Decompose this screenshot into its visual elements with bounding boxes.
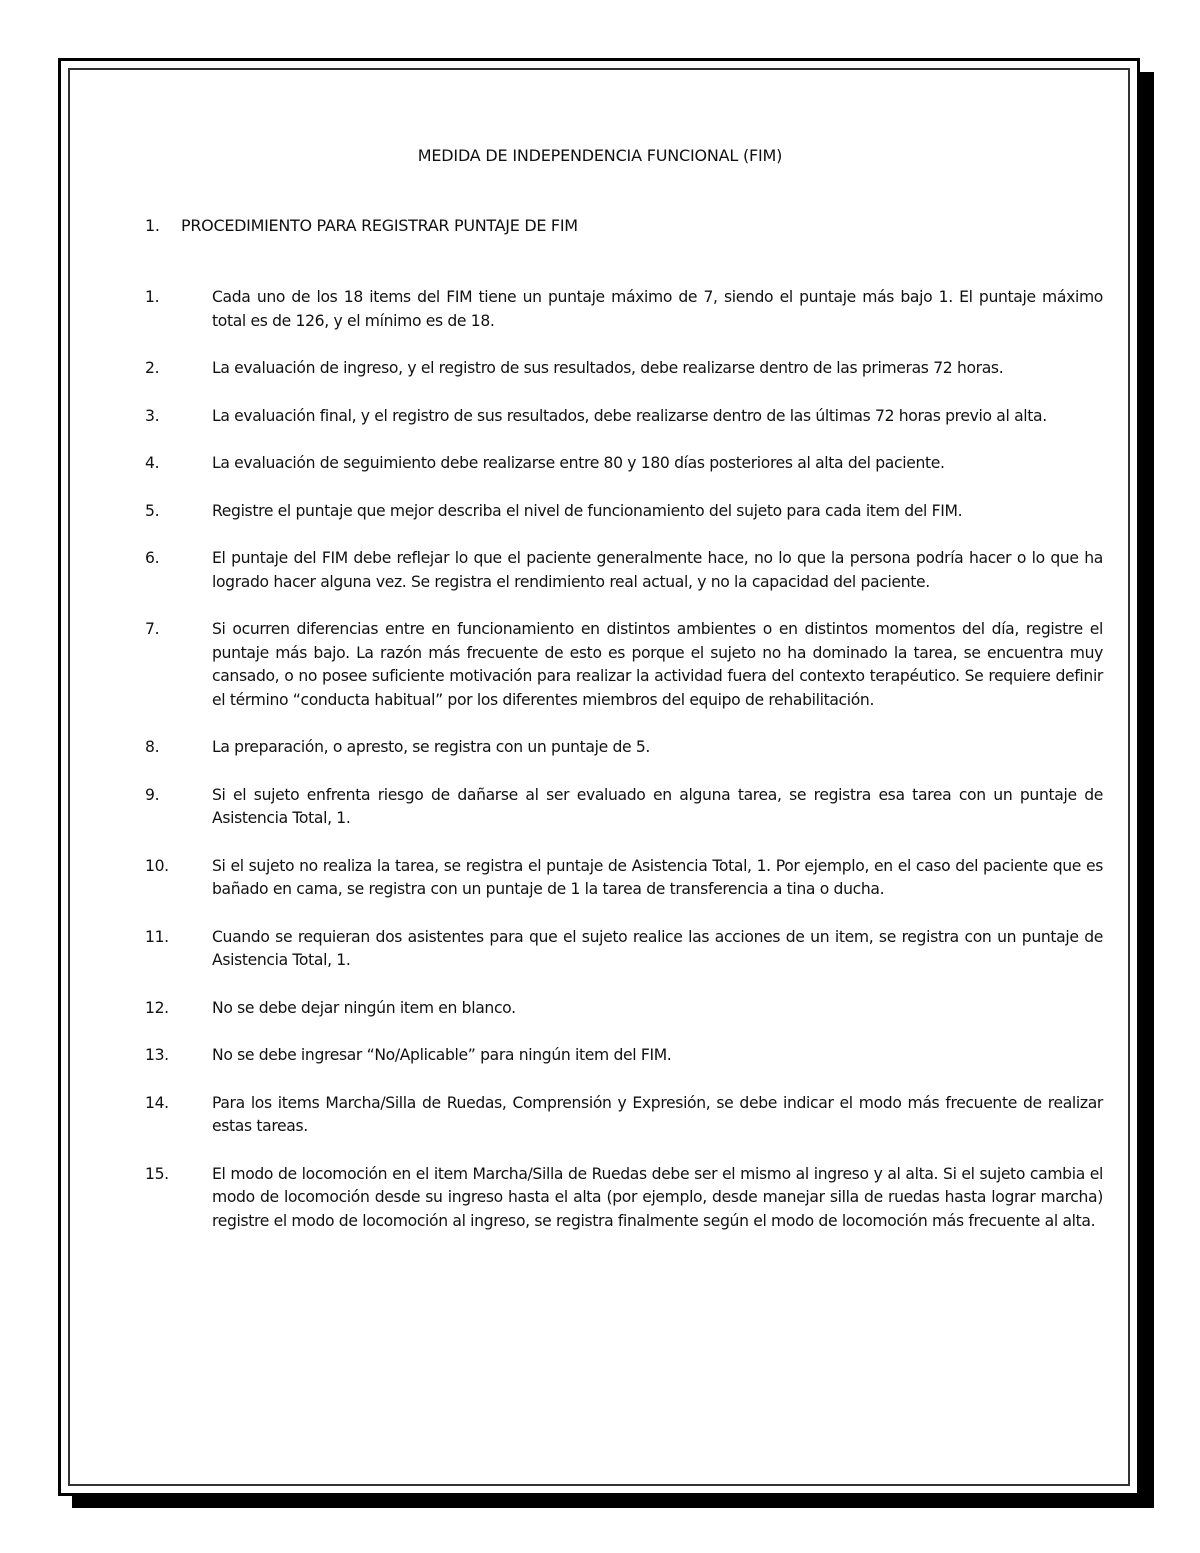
list-item [145,1163,1113,1234]
procedure-list [145,286,1113,1257]
list-item [145,855,1113,902]
item-text: No se debe ingresar “No/Aplicable” para ningún item del FIM. [212,1046,672,1064]
section-heading [145,216,578,235]
item-number: 6. [145,549,160,567]
item-text: Si ocurren diferencias entre en funcionamiento en distintos ambientes o en distintos momentos del día, registre el puntaje más bajo. La razón más frecuente de esto es porque el sujeto no ha dominado la tarea, se encuentra muy cansado, o no posee suficiente motivación para realizar la actividad fuera del contexto terapéutico. Se requiere definir el término “conducta habitual” por los diferentes miembros del equipo de rehabilitación. [212,620,1103,709]
list-item [145,452,1113,476]
list-item [145,926,1113,973]
list-item [145,997,1113,1021]
item-number: 7. [145,620,160,638]
section-number: 1. [145,216,160,235]
list-item [145,736,1113,760]
item-text: Cuando se requieran dos asistentes para que el sujeto realice las acciones de un item, se registra con un puntaje de Asistencia Total, 1. [212,927,1103,969]
item-text: Si el sujeto enfrenta riesgo de dañarse al ser evaluado en alguna tarea, se registra esa tarea con un puntaje de Asistencia Total, 1. [212,785,1103,827]
item-text: El puntaje del FIM debe reflejar lo que el paciente generalmente hace, no lo que la persona podría hacer o lo que ha logrado hacer alguna vez. Se registra el rendimiento real actual, y no la capacidad del paciente. [212,549,1103,591]
item-text: La evaluación de ingreso, y el registro de sus resultados, debe realizarse dentro de las primeras 72 horas. [212,359,1004,377]
item-number: 2. [145,359,160,377]
list-item [145,1092,1113,1139]
list-item [145,405,1113,429]
item-text: Si el sujeto no realiza la tarea, se registra el puntaje de Asistencia Total, 1. Por ejemplo, en el caso del paciente que es bañado en cama, se registra con un puntaje de 1 la tarea de transferencia a tina o ducha. [212,856,1103,898]
item-number: 15. [145,1164,169,1183]
item-text: La preparación, o apresto, se registra con un puntaje de 5. [212,738,651,756]
item-text: Para los items Marcha/Silla de Ruedas, Comprensión y Expresión, se debe indicar el modo más frecuente de realizar estas tareas. [212,1093,1103,1135]
item-text: No se debe dejar ningún item en blanco. [212,998,516,1017]
list-item [145,618,1113,712]
item-number: 12. [145,998,169,1017]
item-text: La evaluación final, y el registro de sus resultados, debe realizarse dentro de las últimas 72 horas previo al alta. [212,406,1047,425]
section-heading-text: PROCEDIMIENTO PARA REGISTRAR PUNTAJE DE FIM [181,216,578,235]
item-text: Cada uno de los 18 items del FIM tiene un puntaje máximo de 7, siendo el puntaje más bajo 1. El puntaje máximo total es de 126, y el mínimo es de 18. [212,288,1103,330]
item-text: La evaluación de seguimiento debe realizarse entre 80 y 180 días posteriores al alta del paciente. [212,454,945,472]
item-number: 3. [145,406,160,425]
item-number: 11. [145,927,169,946]
item-text: Registre el puntaje que mejor describa el nivel de funcionamiento del sujeto para cada item del FIM. [212,501,963,520]
item-number: 14. [145,1093,169,1112]
list-item [145,784,1113,831]
list-item [145,547,1113,594]
item-number: 4. [145,454,160,472]
list-item [145,286,1113,333]
document-title: MEDIDA DE INDEPENDENCIA FUNCIONAL (FIM) [417,146,783,165]
item-number: 5. [145,501,160,520]
item-number: 8. [145,738,160,756]
item-number: 10. [145,856,169,875]
item-number: 1. [145,288,160,306]
list-item [145,500,1113,524]
list-item [145,1044,1113,1068]
list-item [145,357,1113,381]
item-text: El modo de locomoción en el item Marcha/Silla de Ruedas debe ser el mismo al ingreso y al alta. Si el sujeto cambia el modo de locomoción desde su ingreso hasta el alta (por ejemplo, desde manejar silla de ruedas hasta lograr marcha) registre el modo de locomoción al ingreso, se registra finalmente según el modo de locomoción más frecuente al alta. [212,1164,1103,1230]
item-number: 9. [145,785,160,804]
item-number: 13. [145,1046,169,1064]
